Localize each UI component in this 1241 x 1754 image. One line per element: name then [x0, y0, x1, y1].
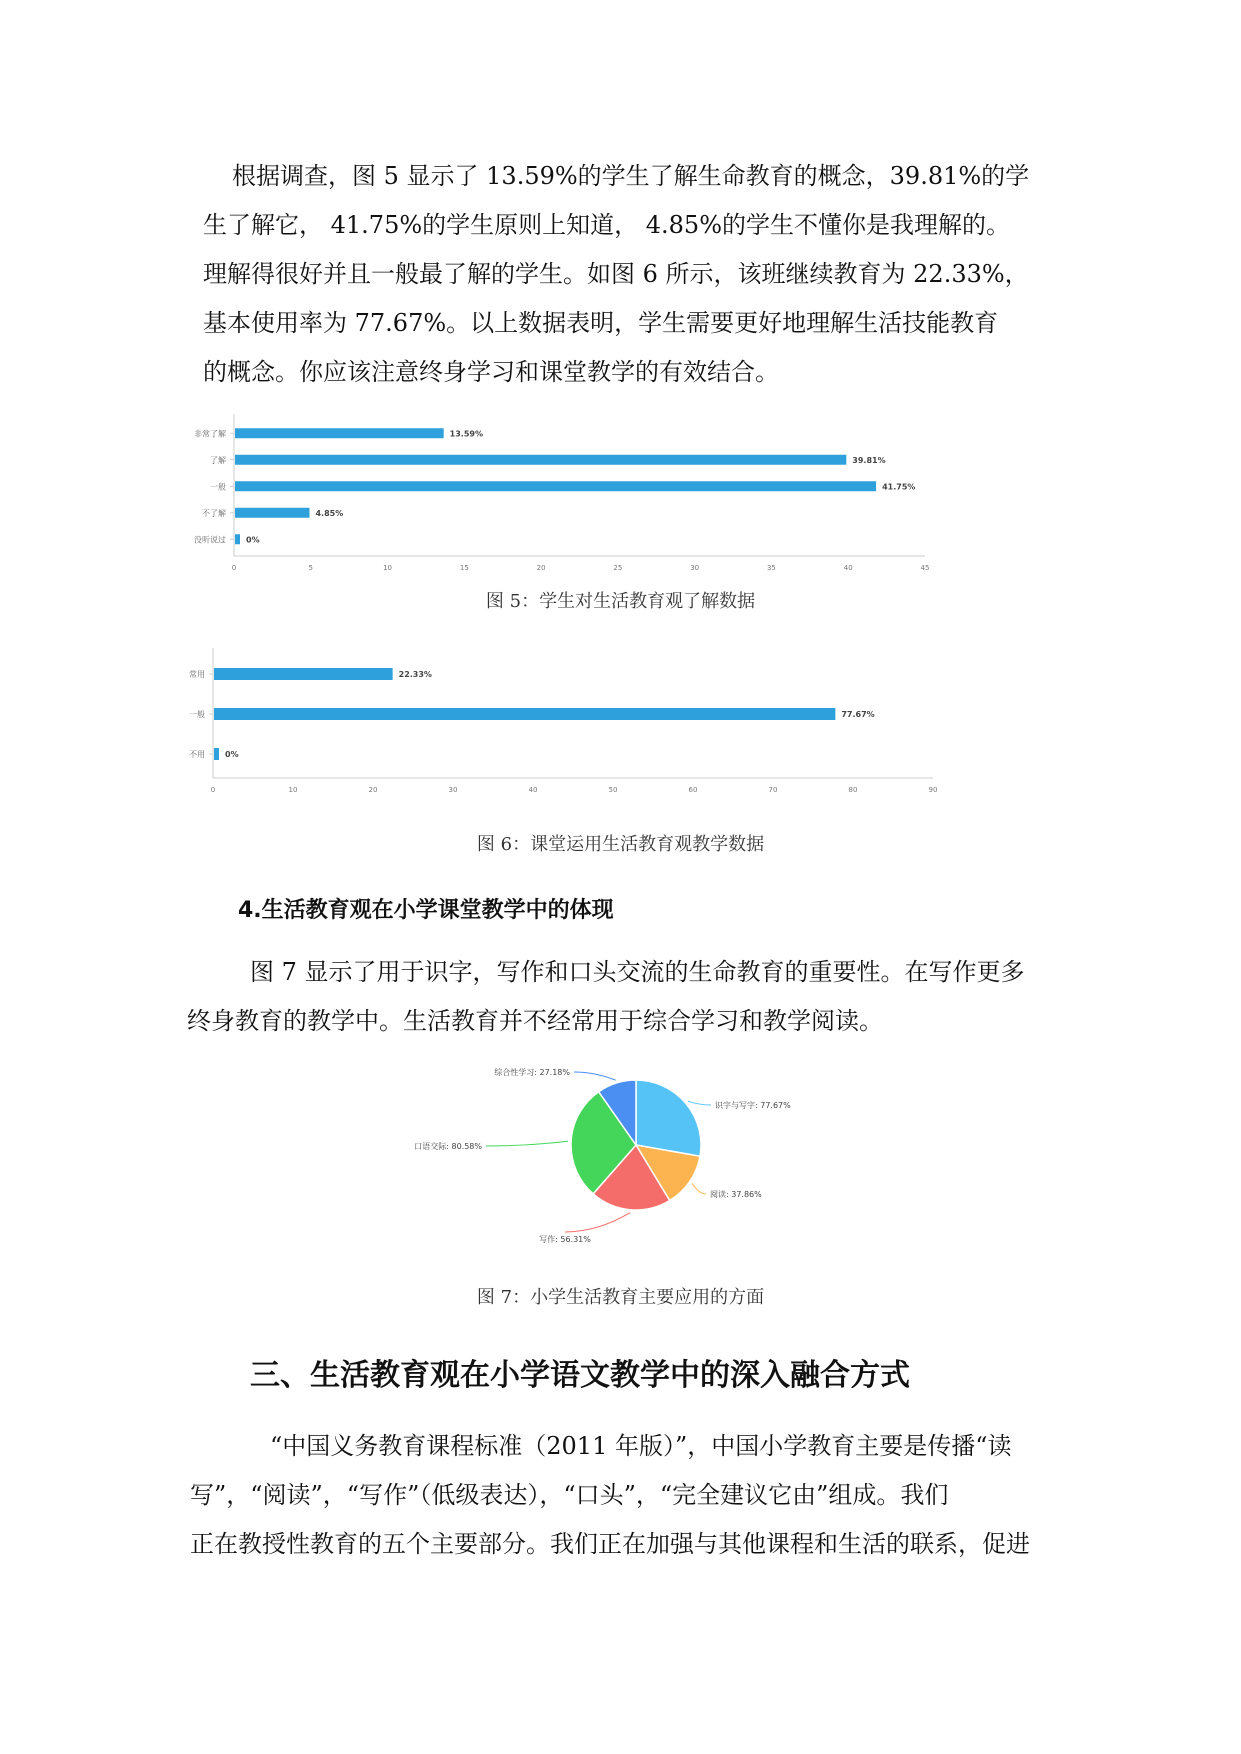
- section3-line: 写”，“阅读”，“写作”（低级表达），“口头”，“完全建议它由”组成。我们: [190, 1481, 949, 1509]
- data-label: 77.67%: [841, 710, 875, 719]
- intro-line: 根据调查，图 5 显示了 13.59%的学生了解生命教育的概念，39.81%的学: [232, 162, 1030, 190]
- intro-line: 的概念。你应该注意终身学习和课堂教学的有效结合。: [203, 358, 779, 386]
- figure6-bar-chart: [185, 650, 1065, 795]
- category-label: 一般: [210, 482, 226, 492]
- bar: [214, 708, 835, 720]
- section4-line: 图 7 显示了用于识字，写作和口头交流的生命教育的重要性。在写作更多: [250, 958, 1025, 986]
- data-label: 13.59%: [449, 429, 484, 439]
- x-tick-label: 30: [448, 786, 458, 794]
- x-tick-label: 70: [768, 786, 778, 794]
- x-tick-label: 10: [383, 564, 393, 572]
- category-label: 没听说过: [194, 535, 226, 545]
- leader-line: [574, 1072, 616, 1080]
- bar: [235, 534, 240, 544]
- x-tick-label: 30: [690, 564, 700, 572]
- figure6-caption: 图 6：课堂运用生活教育观教学数据: [476, 834, 765, 855]
- leader-line: [692, 1183, 706, 1194]
- slice-label: 阅读: 37.86%: [710, 1190, 762, 1199]
- x-tick-label: 5: [308, 564, 314, 572]
- data-label: 22.33%: [398, 670, 432, 679]
- category-label: 不了解: [202, 508, 226, 518]
- x-tick-label: 45: [920, 564, 930, 572]
- figure7-caption: 图 7：小学生活教育主要应用的方面: [476, 1287, 765, 1308]
- x-tick-label: 50: [608, 786, 618, 794]
- x-tick-label: 80: [848, 786, 858, 794]
- x-tick-label: 40: [843, 564, 853, 572]
- category-label: 一般: [189, 710, 205, 719]
- bar: [235, 481, 876, 491]
- section3-line: “中国义务教育课程标准（2011 年版）”，中国小学教育主要是传播“读: [270, 1432, 1012, 1460]
- intro-line: 理解得很好并且一般最了解的学生。如图 6 所示，该班继续教育为 22.33%，: [203, 260, 1029, 288]
- slice-label: 识字与写字: 77.67%: [715, 1101, 791, 1110]
- section3-heading: 三、生活教育观在小学语文教学中的深入融合方式: [250, 1358, 910, 1393]
- figure5-bar-chart: [185, 415, 1065, 570]
- x-tick-label: 40: [528, 786, 538, 794]
- category-label: 非常了解: [194, 429, 226, 439]
- bar: [214, 748, 219, 760]
- slice-label: 写作: 56.31%: [539, 1235, 591, 1244]
- x-tick-label: 0: [231, 564, 237, 572]
- x-tick-label: 20: [368, 786, 378, 794]
- bar: [235, 455, 846, 465]
- slice-label: 综合性学习: 27.18%: [494, 1068, 570, 1077]
- figure7-pie-chart: [414, 1062, 820, 1252]
- data-label: 0%: [246, 535, 260, 545]
- bar: [235, 508, 309, 518]
- section3-paragraph: [190, 1422, 1070, 1569]
- x-tick-label: 90: [928, 786, 938, 794]
- intro-paragraph: [203, 152, 1062, 397]
- data-label: 4.85%: [315, 508, 344, 518]
- x-tick-label: 20: [536, 564, 546, 572]
- x-tick-label: 10: [288, 786, 298, 794]
- bar: [214, 668, 393, 680]
- data-label: 41.75%: [882, 482, 916, 492]
- section3-line: 正在教授性教育的五个主要部分。我们正在加强与其他课程和生活的联系，促进: [190, 1530, 1030, 1558]
- category-label: 了解: [210, 455, 226, 465]
- data-label: 39.81%: [852, 455, 886, 465]
- section4-line: 终身教育的教学中。生活教育并不经常用于综合学习和教学阅读。: [187, 1007, 883, 1035]
- bar: [235, 428, 444, 438]
- x-tick-label: 35: [766, 564, 776, 572]
- leader-line: [688, 1101, 711, 1105]
- x-tick-label: 25: [613, 564, 623, 572]
- leader-line: [565, 1213, 630, 1232]
- x-tick-label: 60: [688, 786, 698, 794]
- pie-slice: [636, 1080, 701, 1156]
- intro-line: 生了解它， 41.75%的学生原则上知道， 4.85%的学生不懂你是我理解的。: [203, 211, 1011, 239]
- x-tick-label: 0: [210, 786, 216, 794]
- x-tick-label: 15: [459, 564, 469, 572]
- section4-heading: 4.生活教育观在小学课堂教学中的体现: [238, 898, 614, 923]
- section4-paragraph: [187, 948, 1070, 1046]
- data-label: 0%: [225, 750, 239, 759]
- category-label: 不用: [189, 750, 205, 759]
- intro-line: 基本使用率为 77.67%。以上数据表明，学生需要更好地理解生活技能教育: [203, 309, 999, 337]
- category-label: 常用: [189, 670, 205, 679]
- figure5-caption: 图 5：学生对生活教育观了解数据: [485, 591, 756, 612]
- slice-label: 口语交际: 80.58%: [414, 1142, 482, 1151]
- leader-line: [486, 1141, 568, 1146]
